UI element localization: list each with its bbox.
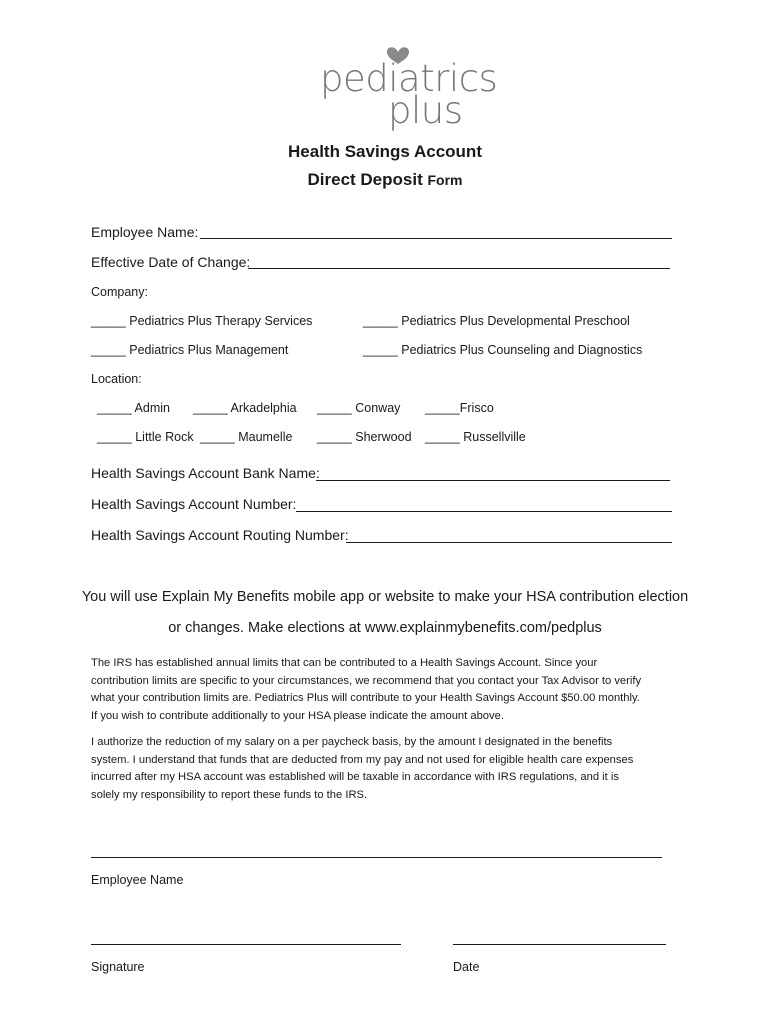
bank-name-label: Health Savings Account Bank Name: [91,465,320,481]
signature-line[interactable] [91,944,401,945]
title-line-2-small: Form [427,172,463,188]
paragraph-line: The IRS has established annual limits that can be contributed to a Health Savings Account. Since your [91,657,598,669]
employee-name-label: Employee Name: [91,224,199,240]
effective-date-field[interactable] [248,268,670,269]
employee-name-field[interactable] [200,238,672,239]
irs-limits-paragraph [91,655,681,725]
routing-number-field[interactable] [346,542,672,543]
company-option-counseling[interactable]: _____ Pediatrics Plus Counseling and Diagnostics [363,343,643,357]
paragraph-line: solely my responsibility to report these funds to the IRS. [91,788,368,801]
account-number-label: Health Savings Account Number: [91,496,297,512]
location-option-conway[interactable]: _____ Conway [317,401,401,415]
company-label: Company: [91,285,148,299]
effective-date-label: Effective Date of Change: [91,254,251,270]
paragraph-line: system. I understand that funds that are deducted from my pay and not used for eligible health care expenses [91,753,634,766]
paragraph-line: If you wish to contribute additionally to your HSA please indicate the amount above. [91,709,504,722]
location-option-little-rock[interactable]: _____ Little Rock [97,430,194,444]
location-option-admin[interactable]: _____ Admin [97,401,170,415]
company-logo [318,42,498,132]
signature-caption: Signature [91,960,145,974]
form-subtitle [0,170,770,190]
notice-line-2: or changes. Make elections at www.explainmybenefits.com/pedplus [168,620,602,636]
paragraph-line: incurred after my HSA account was established will be taxable in accordance with IRS regulations, and it is [91,771,619,783]
bank-name-field[interactable] [316,480,670,481]
company-option-preschool[interactable]: _____ Pediatrics Plus Developmental Preschool [363,314,630,328]
company-option-management[interactable]: _____ Pediatrics Plus Management [91,343,289,357]
authorization-paragraph [91,734,681,804]
paragraph-line: I authorize the reduction of my salary on a per paycheck basis, by the amount I designated in the benefits [91,736,613,748]
location-option-frisco[interactable]: _____Frisco [425,401,494,415]
form-title [0,142,770,162]
account-number-field[interactable] [296,511,672,512]
title-line-1: Health Savings Account [288,142,482,161]
location-option-sherwood[interactable]: _____ Sherwood [317,430,412,444]
employee-name-signature-line[interactable] [91,857,662,858]
logo-text-plus: plus [388,89,463,132]
title-line-2-bold: Direct Deposit [307,170,423,189]
date-line[interactable] [453,944,666,945]
logo-text-pediatrics: pediatrics [320,57,498,100]
notice-line-1: You will use Explain My Benefits mobile app or website to make your HSA contribution election [81,589,689,605]
location-option-arkadelphia[interactable]: _____ Arkadelphia [193,401,297,415]
paragraph-line: contribution limits are specific to your circumstances, we recommend that you contact your Tax Advisor to verify [91,674,642,687]
location-label: Location: [91,372,142,386]
company-option-therapy[interactable]: _____ Pediatrics Plus Therapy Services [91,314,313,328]
paragraph-line: what your contribution limits are. Pediatrics Plus will contribute to your Health Savings Account $50.00 monthly. [91,692,640,704]
location-option-russellville[interactable]: _____ Russellville [425,430,526,444]
location-option-maumelle[interactable]: _____ Maumelle [200,430,293,444]
employee-name-caption: Employee Name [91,873,184,887]
routing-number-label: Health Savings Account Routing Number: [91,527,349,543]
date-caption: Date [453,960,480,974]
